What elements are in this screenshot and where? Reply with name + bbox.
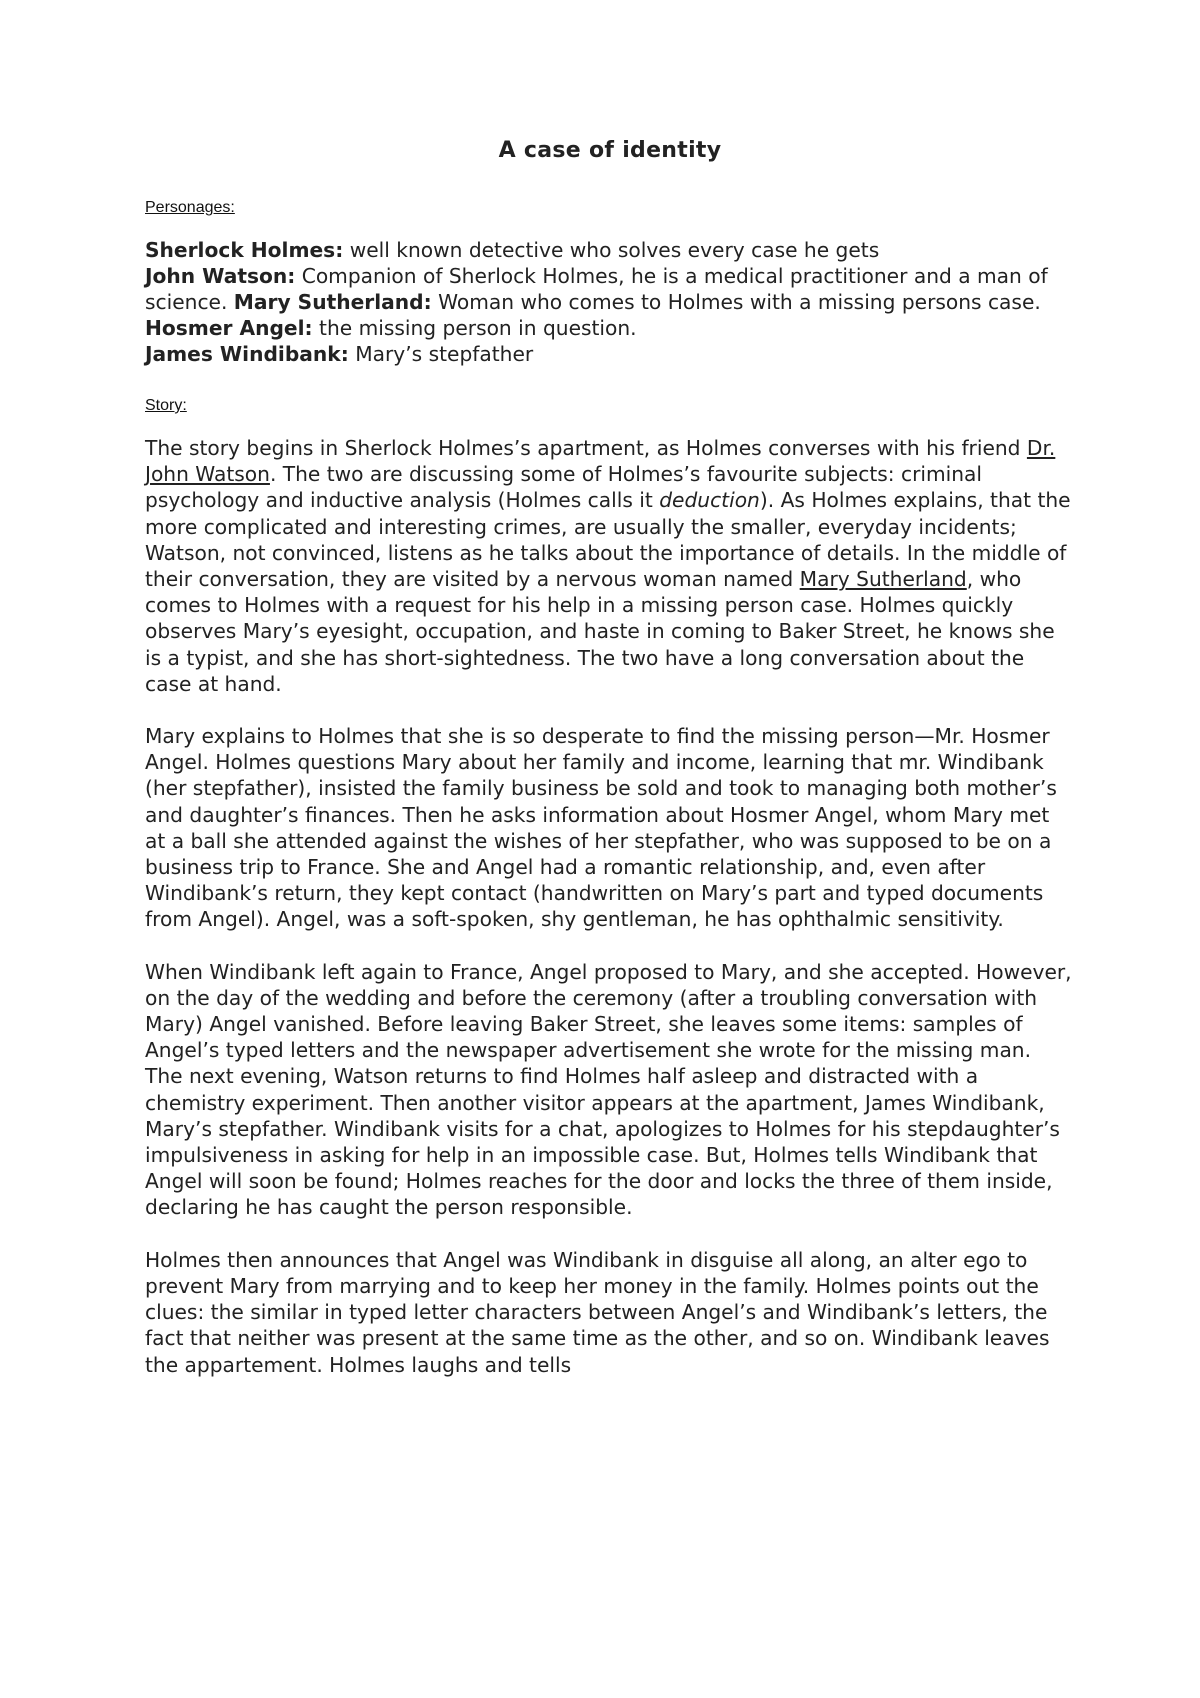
- personage-entry: [145, 341, 1075, 367]
- story-paragraph-3: When Windibank left again to France, Angel proposed to Mary, and she accepted. However, on the day of the wedding and before the ceremony (after a troubling conversation with Mary) Angel vanished. Before leaving Baker Street, she leaves some items: samples of Angel’s typed letters and the newspaper advertisement she wrote for the missing man.: [145, 959, 1072, 1063]
- personage-name: Mary Sutherland:: [233, 290, 432, 314]
- personage-entry: [145, 263, 1075, 315]
- personage-name: Sherlock Holmes:: [145, 238, 344, 262]
- story-text: The story begins in Sherlock Holmes’s apartment, as Holmes converses with his friend: [145, 436, 1027, 460]
- emphasis-deduction: deduction: [659, 488, 760, 513]
- personages-list: [145, 237, 1075, 367]
- story-paragraph-5: Holmes then announces that Angel was Windibank in disguise all along, an alter ego to prevent Mary from marrying and to keep her money in the family. Holmes points out the clues: the similar in typed letter characters between Angel’s and Windibank’s letters, the fact that neither was present at the same time as the other, and so on. Windibank leaves the appartement. Holmes laughs and tells: [145, 1247, 1050, 1377]
- story-paragraph-1: [145, 435, 1075, 697]
- story-body: [145, 435, 1075, 1378]
- story-heading: Story:: [145, 397, 187, 414]
- personage-desc: well known detective who solves every case he gets: [343, 238, 880, 262]
- personage-name: John Watson:: [145, 264, 296, 288]
- personage-name: Hosmer Angel:: [145, 316, 313, 340]
- document-content: [145, 138, 1075, 1378]
- story-text: . The two are discussing some of Holmes’s favourite subjects: criminal psychology and inductive analysis (Holmes calls it: [145, 462, 983, 513]
- personage-name: James Windibank:: [145, 342, 349, 366]
- personage-desc: Companion of Sherlock Holmes, he is a medical practitioner and a man of science.: [145, 264, 1048, 314]
- link-mary-sutherland[interactable]: Mary Sutherland: [799, 567, 967, 592]
- personage-desc: the missing person in question.: [312, 316, 637, 340]
- document-title: A case of identity: [498, 138, 722, 163]
- story-paragraph-2: Mary explains to Holmes that she is so desperate to find the missing person—Mr. Hosmer Angel. Holmes questions Mary about her family and income, learning that mr. Windibank (her stepfather), insisted the family business be sold and took to managing both mother’s and daughter’s finances. Then he asks information about Hosmer Angel, whom Mary met at a ball she attended against the wishes of her stepfather, who was supposed to be on a business trip to France. She and Angel had a romantic relationship, and, even after Windibank’s return, they kept contact (handwritten on Mary’s part and typed documents from Angel). Angel, was a soft-spoken, shy gentleman, he has ophthalmic sensitivity.: [145, 724, 1057, 932]
- story-paragraph-4: The next evening, Watson returns to find Holmes half asleep and distracted with a chemistry experiment. Then another visitor appears at the apartment, James Windibank, Mary’s stepfather. Windibank visits for a chat, apologizes to Holmes for his stepdaughter’s impulsiveness in asking for help in an impossible case. But, Holmes tells Windibank that Angel will soon be found; Holmes reaches for the door and locks the three of them inside, declaring he has caught the person responsible.: [145, 1064, 1060, 1220]
- personage-entry: [145, 237, 1075, 263]
- link-john-watson[interactable]: Dr. John Watson: [145, 436, 1056, 487]
- personage-entry: [145, 315, 1075, 341]
- personage-desc: Mary’s stepfather: [348, 342, 534, 366]
- personages-heading: Personages:: [145, 199, 235, 216]
- story-text: , who comes to Holmes with a request for his help in a missing person case. Holmes quickly observes Mary’s eyesight, occupation, and haste in coming to Baker Street, he knows she is a typist, and she has short-sightedness. The two have a long conversation about the case at hand.: [145, 567, 1055, 696]
- personage-desc: Woman who comes to Holmes with a missing persons case.: [431, 290, 1041, 314]
- story-text: ). As Holmes explains, that the more complicated and interesting crimes, are usually the smaller, everyday incidents; Watson, not convinced, listens as he talks about the importance of details. In the middle of their conversation, they are visited by a nervous woman named: [145, 488, 1071, 592]
